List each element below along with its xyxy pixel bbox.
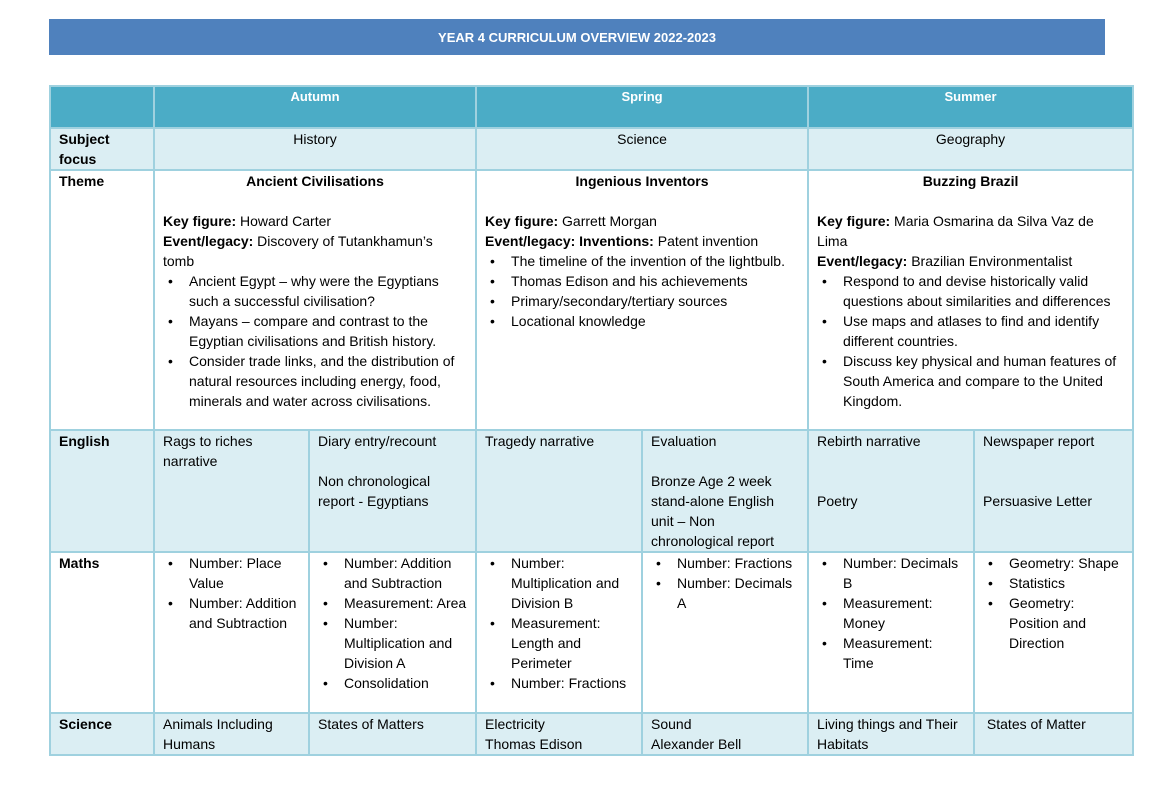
list-item: • Number: Addition and Subtraction bbox=[344, 553, 467, 593]
science-cell: States of Matters bbox=[309, 713, 476, 755]
subject-focus-autumn: History bbox=[154, 128, 476, 170]
term-spring: Spring bbox=[476, 86, 808, 128]
list-item: • Respond to and devise historically valid questions about similarities and differences bbox=[843, 271, 1124, 311]
theme-title: Buzzing Brazil bbox=[922, 173, 1019, 189]
key-figure: Key figure: Maria Osmarina da Silva Vaz de Lima bbox=[817, 213, 1094, 249]
list-item: • Measurement: Money bbox=[843, 593, 965, 633]
list-item: • Measurement: Area bbox=[344, 593, 467, 613]
english-cell: Diary entry/recount Non chronological report - Egyptians bbox=[309, 430, 476, 552]
event-legacy: Event/legacy: Discovery of Tutankhamun’s tomb bbox=[163, 233, 433, 269]
term-autumn: Autumn bbox=[154, 86, 476, 128]
list-item: • Consolidation bbox=[344, 673, 467, 693]
maths-cell bbox=[808, 552, 974, 713]
row-label-maths: Maths bbox=[50, 552, 154, 713]
list-item: • Geometry: Position and Direction bbox=[1009, 593, 1124, 653]
list-item: • Mayans – compare and contrast to the Egyptian civilisations and British history. bbox=[189, 311, 467, 351]
list-item: • Measurement: Length and Perimeter bbox=[511, 613, 633, 673]
row-label-subject-focus: Subject focus bbox=[50, 128, 154, 170]
list-item: • Geometry: Shape bbox=[1009, 553, 1124, 573]
maths-row bbox=[50, 552, 1133, 713]
science-cell: Sound Alexander Bell bbox=[642, 713, 808, 755]
theme-bullet-list bbox=[163, 271, 467, 411]
list-item: • Statistics bbox=[1009, 573, 1124, 593]
key-figure: Key figure: Garrett Morgan bbox=[485, 213, 657, 229]
english-cell: Rebirth narrative Poetry bbox=[808, 430, 974, 552]
maths-cell bbox=[974, 552, 1133, 713]
row-label-science: Science bbox=[50, 713, 154, 755]
list-item: • Primary/secondary/tertiary sources bbox=[511, 291, 799, 311]
theme-spring bbox=[476, 170, 808, 430]
theme-bullet-list bbox=[485, 251, 799, 331]
english-cell: Evaluation Bronze Age 2 week stand-alone English unit – Non chronological report bbox=[642, 430, 808, 552]
english-cell: Tragedy narrative bbox=[476, 430, 642, 552]
maths-cell bbox=[476, 552, 642, 713]
list-item: • The timeline of the invention of the lightbulb. bbox=[511, 251, 799, 271]
theme-autumn bbox=[154, 170, 476, 430]
science-cell: Animals Including Humans bbox=[154, 713, 309, 755]
curriculum-table bbox=[49, 85, 1134, 756]
theme-summer bbox=[808, 170, 1133, 430]
row-label-theme: Theme bbox=[50, 170, 154, 430]
list-item: • Number: Decimals A bbox=[677, 573, 799, 613]
list-item: • Use maps and atlases to find and identify different countries. bbox=[843, 311, 1124, 351]
list-item: • Discuss key physical and human features of South America and compare to the United Kingdom. bbox=[843, 351, 1124, 411]
term-summer: Summer bbox=[808, 86, 1133, 128]
list-item: • Number: Fractions bbox=[677, 553, 799, 573]
english-row bbox=[50, 430, 1133, 552]
row-label-english: English bbox=[50, 430, 154, 552]
list-item: • Number: Place Value bbox=[189, 553, 300, 593]
maths-cell bbox=[309, 552, 476, 713]
event-legacy: Event/legacy: Brazilian Environmentalist bbox=[817, 253, 1073, 269]
maths-cell bbox=[154, 552, 309, 713]
subject-focus-summer: Geography bbox=[808, 128, 1133, 170]
list-item: • Measurement: Time bbox=[843, 633, 965, 673]
theme-row bbox=[50, 170, 1133, 430]
theme-title: Ingenious Inventors bbox=[575, 173, 709, 189]
term-header-row bbox=[50, 86, 1133, 128]
subject-focus-spring: Science bbox=[476, 128, 808, 170]
subject-focus-row bbox=[50, 128, 1133, 170]
list-item: • Thomas Edison and his achievements bbox=[511, 271, 799, 291]
science-cell: States of Matter bbox=[974, 713, 1133, 755]
theme-title: Ancient Civilisations bbox=[246, 173, 384, 189]
event-legacy: Event/legacy: Inventions: Patent invention bbox=[485, 233, 759, 249]
list-item: • Ancient Egypt – why were the Egyptians such a successful civilisation? bbox=[189, 271, 467, 311]
list-item: • Number: Multiplication and Division B bbox=[511, 553, 633, 613]
list-item: • Number: Fractions bbox=[511, 673, 633, 693]
science-row bbox=[50, 713, 1133, 755]
list-item: • Consider trade links, and the distribution of natural resources including energy, food, minerals and water across civilisations. bbox=[189, 351, 467, 411]
page-title: YEAR 4 CURRICULUM OVERVIEW 2022-2023 bbox=[49, 19, 1105, 55]
maths-cell bbox=[642, 552, 808, 713]
list-item: • Number: Multiplication and Division A bbox=[344, 613, 467, 673]
science-cell: Electricity Thomas Edison bbox=[476, 713, 642, 755]
science-cell: Living things and Their Habitats bbox=[808, 713, 974, 755]
english-cell: Newspaper report Persuasive Letter bbox=[974, 430, 1133, 552]
list-item: • Number: Addition and Subtraction bbox=[189, 593, 300, 633]
key-figure: Key figure: Howard Carter bbox=[163, 213, 332, 229]
theme-bullet-list bbox=[817, 271, 1124, 411]
header-corner bbox=[50, 86, 154, 128]
list-item: • Number: Decimals B bbox=[843, 553, 965, 593]
english-cell: Rags to riches narrative bbox=[154, 430, 309, 552]
list-item: • Locational knowledge bbox=[511, 311, 799, 331]
